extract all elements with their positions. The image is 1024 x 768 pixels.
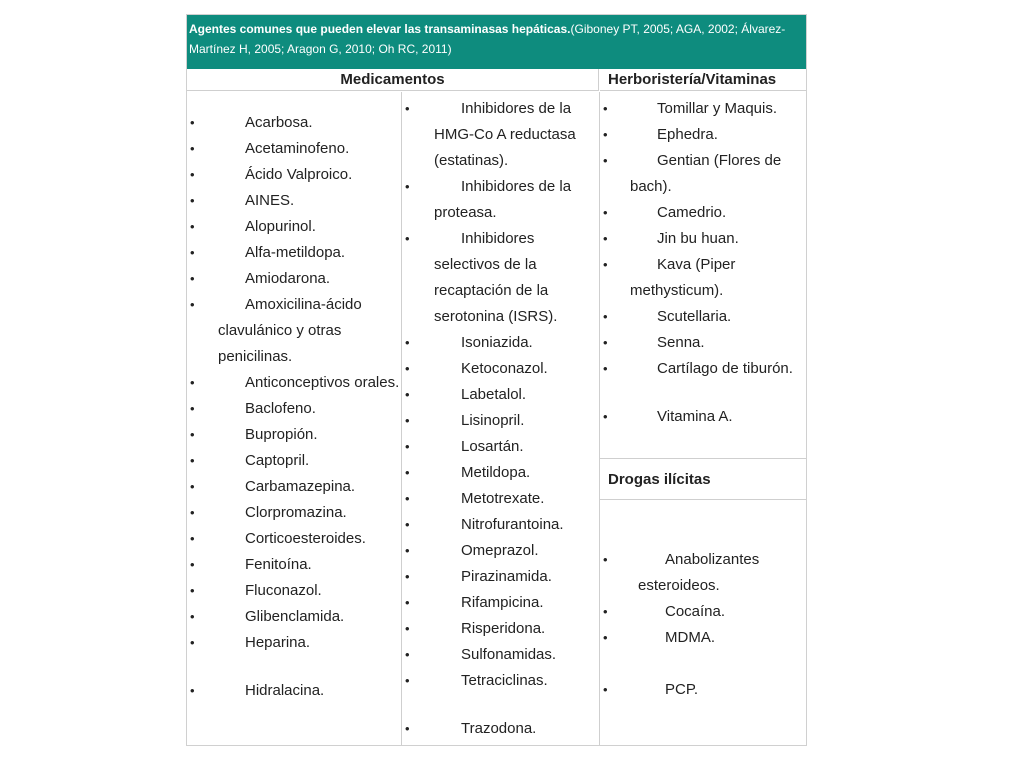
bullet-icon: • [190,375,195,390]
table-caption [187,15,806,69]
bullet-icon: • [405,465,410,480]
caption-title: Agentes comunes que pueden elevar las transaminasas hepáticas. [189,22,571,36]
bullet-icon: • [190,583,195,598]
bullet-icon: • [405,517,410,532]
bullet-icon: • [603,604,608,619]
caption-citations: (Giboney PT, 2005; AGA, 2002; Álvarez-Martínez H, 2005; Aragon G, 2010; Oh RC, 2011) [189,22,786,56]
bullet-icon: • [405,361,410,376]
header-drogas: Drogas ilícitas [600,458,806,500]
list-item: • Acetaminofeno. [187,136,401,162]
list-item: • Camedrio. [600,200,806,226]
bullet-icon: • [603,127,608,142]
bullet-icon: • [190,557,195,572]
list-item: • PCP. [600,677,806,703]
list-item: • Amiodarona. [187,266,401,292]
list-item: • Sulfonamidas. [402,642,599,668]
list-item: • Glibenclamida. [187,604,401,630]
list-item: • Senna. [600,330,806,356]
herboristeria-column [600,92,806,458]
bullet-icon: • [405,595,410,610]
bullet-icon: • [190,193,195,208]
list-item: • Alopurinol. [187,214,401,240]
list-item: • Acarbosa. [187,110,401,136]
list-item: • Inhibidores de la HMG-Co A reductasa (estatinas). [402,96,599,174]
list-item: • Jin bu huan. [600,226,806,252]
list-item: • Metotrexate. [402,486,599,512]
bullet-icon: • [603,231,608,246]
list-item: • Vitamina A. [600,404,806,430]
list-item: • Fluconazol. [187,578,401,604]
list-item: • Ketoconazol. [402,356,599,382]
list-item: • Rifampicina. [402,590,599,616]
bullet-icon: • [603,309,608,324]
bullet-icon: • [603,630,608,645]
bullet-icon: • [405,101,410,116]
bullet-icon: • [190,219,195,234]
list-item: • Nitrofurantoina. [402,512,599,538]
bullet-icon: • [190,505,195,520]
bullet-icon: • [190,401,195,416]
bullet-icon: • [405,439,410,454]
bullet-icon: • [405,721,410,736]
list-item: • Inhibidores selectivos de la recaptación de la serotonina (ISRS). [402,226,599,330]
bullet-icon: • [405,543,410,558]
header-medicamentos: Medicamentos [187,69,599,91]
bullet-icon: • [405,387,410,402]
bullet-icon: • [405,621,410,636]
list-item: • Risperidona. [402,616,599,642]
bullet-icon: • [405,491,410,506]
list-item: • Scutellaria. [600,304,806,330]
bullet-icon: • [603,205,608,220]
list-item: • Gentian (Flores de bach). [600,148,806,200]
bullet-icon: • [190,683,195,698]
bullet-icon: • [603,153,608,168]
bullet-icon: • [190,609,195,624]
list-item: • Corticoesteroides. [187,526,401,552]
list-item: • Anabolizantes esteroideos. [600,547,806,599]
list-item: • Captopril. [187,448,401,474]
header-herboristeria: Herboristería/Vitaminas [600,69,806,91]
list-item: • AINES. [187,188,401,214]
bullet-icon: • [405,673,410,688]
list-item: • Losartán. [402,434,599,460]
bullet-icon: • [603,361,608,376]
list-item: • Lisinopril. [402,408,599,434]
list-item: • Isoniazida. [402,330,599,356]
bullet-icon: • [405,647,410,662]
bullet-icon: • [603,682,608,697]
list-item: • Fenitoína. [187,552,401,578]
bullet-icon: • [405,569,410,584]
bullet-icon: • [190,479,195,494]
agents-table [186,14,807,746]
bullet-icon: • [603,409,608,424]
bullet-icon: • [603,101,608,116]
medicamentos-column-1 [187,92,402,745]
list-item: • Bupropión. [187,422,401,448]
list-item: • Carbamazepina. [187,474,401,500]
bullet-icon: • [190,427,195,442]
list-item: • Heparina. [187,630,401,656]
drogas-column [600,500,806,703]
bullet-icon: • [190,271,195,286]
list-item: • Labetalol. [402,382,599,408]
list-item: • Clorpromazina. [187,500,401,526]
list-item: • Amoxicilina-ácido clavulánico y otras penicilinas. [187,292,401,370]
bullet-icon: • [190,245,195,260]
list-item: • Trazodona. [402,716,599,742]
bullet-icon: • [405,231,410,246]
list-item: • Tetraciclinas. [402,668,599,694]
medicamentos-column-2 [402,92,600,745]
list-item: • Inhibidores de la proteasa. [402,174,599,226]
bullet-icon: • [190,453,195,468]
bullet-icon: • [405,413,410,428]
bullet-icon: • [603,257,608,272]
list-item: • Cocaína. [600,599,806,625]
bullet-icon: • [603,335,608,350]
bullet-icon: • [603,552,608,567]
list-item: • Omeprazol. [402,538,599,564]
list-item: • Metildopa. [402,460,599,486]
list-item: • Anticonceptivos orales. [187,370,401,396]
list-item: • Alfa-metildopa. [187,240,401,266]
bullet-icon: • [190,297,195,312]
list-item: • Kava (Piper methysticum). [600,252,806,304]
list-item: • Cartílago de tiburón. [600,356,806,382]
list-item: • MDMA. [600,625,806,651]
bullet-icon: • [190,531,195,546]
list-item: • Hidralacina. [187,678,401,704]
list-item: • Ephedra. [600,122,806,148]
list-item: • Pirazinamida. [402,564,599,590]
list-item: • Baclofeno. [187,396,401,422]
list-item: • Tomillar y Maquis. [600,96,806,122]
bullet-icon: • [190,115,195,130]
list-item: • Ácido Valproico. [187,162,401,188]
bullet-icon: • [190,141,195,156]
bullet-icon: • [405,335,410,350]
bullet-icon: • [405,179,410,194]
bullet-icon: • [190,635,195,650]
bullet-icon: • [190,167,195,182]
